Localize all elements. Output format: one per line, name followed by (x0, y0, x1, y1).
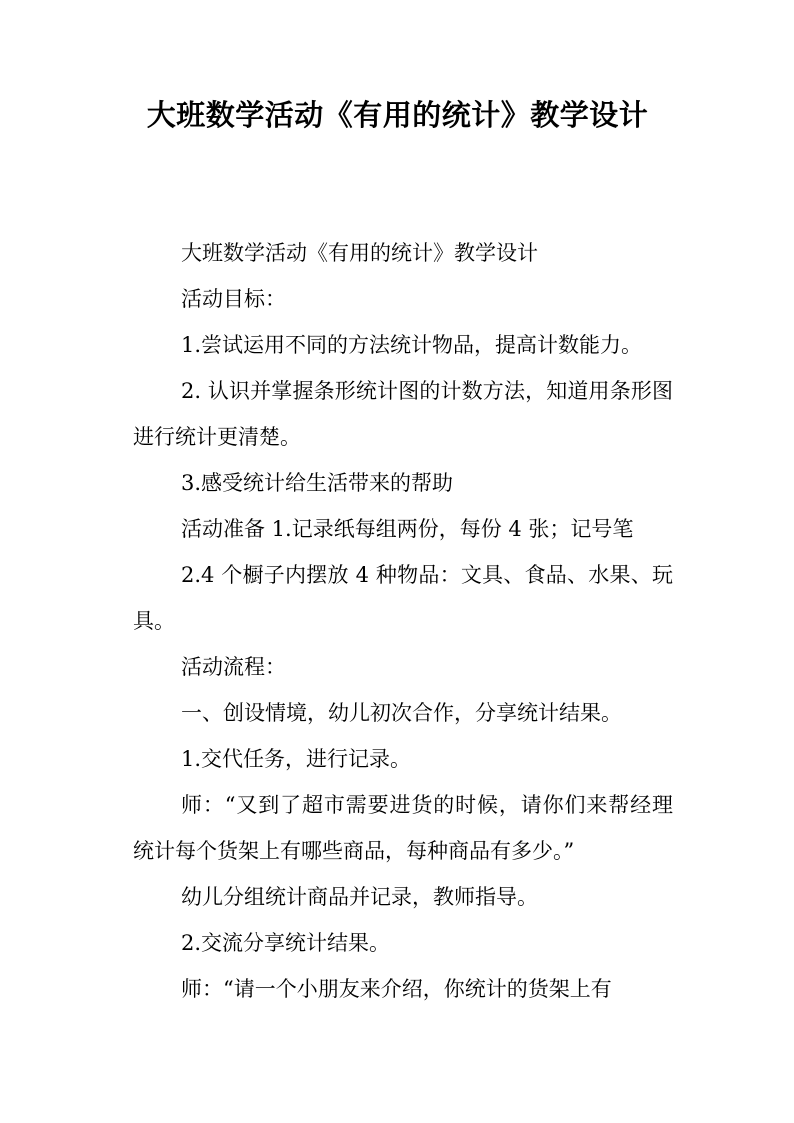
paragraph: 活动目标： (181, 287, 286, 311)
paragraph: 活动流程： (181, 655, 286, 679)
paragraph: 一、创设情境，幼儿初次合作，分享统计结果。 (181, 701, 622, 725)
paragraph: 1.尝试运用不同的方法统计物品，提高计数能力。 (181, 333, 643, 357)
document-title: 大班数学活动《有用的统计》教学设计 (146, 98, 649, 132)
paragraph: 活动准备 1.记录纸每组两份，每份 4 张；记号笔 (181, 517, 634, 541)
paragraph: 幼儿分组统计商品并记录，教师指导。 (181, 885, 538, 909)
paragraph: 师：“又到了超市需要进货的时候，请你们来帮经理统计每个货架上有哪些商品，每种商品有多少。” (133, 793, 673, 863)
paragraph: 2.交流分享统计结果。 (181, 931, 391, 955)
paragraph: 2.4 个橱子内摆放 4 种物品：文具、食品、水果、玩具。 (133, 563, 673, 633)
paragraph: 1.交代任务，进行记录。 (181, 747, 412, 771)
paragraph: 3.感受统计给生活带来的帮助 (181, 471, 454, 495)
paragraph: 师：“请一个小朋友来介绍，你统计的货架上有 (181, 977, 612, 1001)
document-body (133, 230, 673, 1012)
paragraph: 大班数学活动《有用的统计》教学设计 (181, 241, 538, 265)
paragraph: 2. 认识并掌握条形统计图的计数方法，知道用条形图进行统计更清楚。 (133, 379, 673, 449)
